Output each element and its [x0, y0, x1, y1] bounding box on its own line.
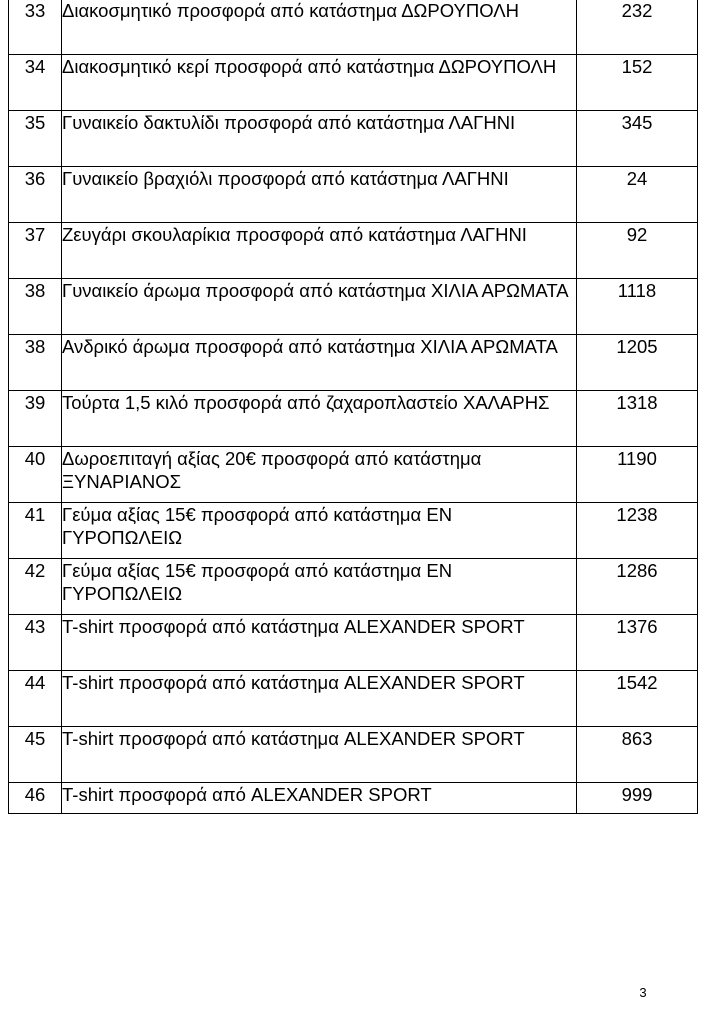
row-quantity: 92: [577, 223, 698, 279]
row-quantity: 863: [577, 727, 698, 783]
row-quantity: 1318: [577, 391, 698, 447]
table-row: [9, 279, 698, 335]
row-description: Γυναικείο βραχιόλι προσφορά από κατάστημα ΛΑΓΗΝΙ: [62, 167, 577, 223]
row-description: Ανδρικό άρωμα προσφορά από κατάστημα ΧΙΛΙΑ ΑΡΩΜΑΤΑ: [62, 335, 577, 391]
table-row: [9, 223, 698, 279]
row-description: Διακοσμητικό προσφορά από κατάστημα ΔΩΡΟΥΠΟΛΗ: [62, 0, 577, 55]
row-number: 38: [9, 279, 62, 335]
table-row: [9, 671, 698, 727]
table-row: [9, 0, 698, 55]
row-quantity: 152: [577, 55, 698, 111]
row-description: Διακοσμητικό κερί προσφορά από κατάστημα ΔΩΡΟΥΠΟΛΗ: [62, 55, 577, 111]
row-quantity: 24: [577, 167, 698, 223]
table-row: [9, 447, 698, 503]
table-row: [9, 503, 698, 559]
row-number: 45: [9, 727, 62, 783]
row-quantity: 1238: [577, 503, 698, 559]
row-description: T-shirt προσφορά από ALEXANDER SPORT: [62, 783, 577, 814]
row-number: 35: [9, 111, 62, 167]
row-number: 41: [9, 503, 62, 559]
row-quantity: 1286: [577, 559, 698, 615]
table-row: [9, 727, 698, 783]
table-row: [9, 55, 698, 111]
row-quantity: 232: [577, 0, 698, 55]
row-description: Ζευγάρι σκουλαρίκια προσφορά από κατάστημα ΛΑΓΗΝΙ: [62, 223, 577, 279]
row-number: 42: [9, 559, 62, 615]
row-number: 39: [9, 391, 62, 447]
table-row: [9, 111, 698, 167]
row-number: 40: [9, 447, 62, 503]
row-description: Γεύμα αξίας 15€ προσφορά από κατάστημα ΕΝ ΓΥΡΟΠΩΛΕΙΩ: [62, 559, 577, 615]
row-number: 34: [9, 55, 62, 111]
row-quantity: 1118: [577, 279, 698, 335]
row-number: 36: [9, 167, 62, 223]
table-row: [9, 615, 698, 671]
row-description: T-shirt προσφορά από κατάστημα ALEXANDER SPORT: [62, 671, 577, 727]
table-row: [9, 391, 698, 447]
row-description: T-shirt προσφορά από κατάστημα ALEXANDER SPORT: [62, 727, 577, 783]
row-description: Γυναικείο δακτυλίδι προσφορά από κατάστημα ΛΑΓΗΝΙ: [62, 111, 577, 167]
row-quantity: 999: [577, 783, 698, 814]
table-row: [9, 783, 698, 814]
row-number: 44: [9, 671, 62, 727]
prize-table: [8, 0, 698, 814]
page-number: 3: [639, 985, 647, 1000]
row-description: Γεύμα αξίας 15€ προσφορά από κατάστημα ΕΝ ΓΥΡΟΠΩΛΕΙΩ: [62, 503, 577, 559]
row-description: Γυναικείο άρωμα προσφορά από κατάστημα ΧΙΛΙΑ ΑΡΩΜΑΤΑ: [62, 279, 577, 335]
row-number: 43: [9, 615, 62, 671]
table-row: [9, 167, 698, 223]
row-description: Δωροεπιταγή αξίας 20€ προσφορά από κατάστημα ΞΥΝΑΡΙΑΝΟΣ: [62, 447, 577, 503]
row-quantity: 345: [577, 111, 698, 167]
row-quantity: 1205: [577, 335, 698, 391]
row-description: T-shirt προσφορά από κατάστημα ALEXANDER SPORT: [62, 615, 577, 671]
row-quantity: 1376: [577, 615, 698, 671]
row-quantity: 1542: [577, 671, 698, 727]
row-number: 46: [9, 783, 62, 814]
table-row: [9, 559, 698, 615]
table-row: [9, 335, 698, 391]
row-number: 33: [9, 0, 62, 55]
row-number: 37: [9, 223, 62, 279]
row-quantity: 1190: [577, 447, 698, 503]
row-number: 38: [9, 335, 62, 391]
row-description: Τούρτα 1,5 κιλό προσφορά από ζαχαροπλαστείο ΧΑΛΑΡΗΣ: [62, 391, 577, 447]
